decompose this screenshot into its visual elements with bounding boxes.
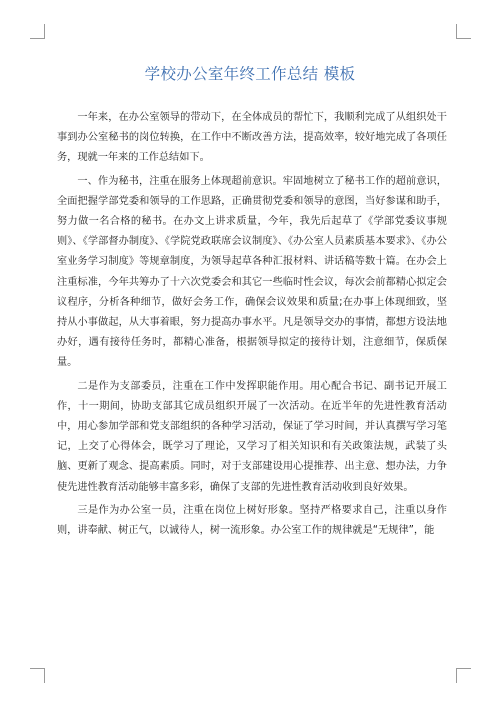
crop-mark-top-right [456, 24, 471, 39]
paragraph-secretary: 一、作为秘书，注重在服务上体现超前意识。牢固地树立了秘书工作的超前意识，全面把握学部党委和领导的工作思路，正确贯彻党委和领导的意图，当好参谋和助手，努力做一名合格的秘书。在办文上讲求质量，今年，我先后起草了《学部党委议事规则》、《学部督办制度》、《学院党政联席会议制度》、《办公室人员素质基本要求》、《办公室业务学习制度》等规章制度，为领导起草各种汇报材料、讲话稿等数十篇。在办会上注重标准，今年共筹办了十六次党委会和其它一些临时性会议，每次会前都精心拟定会议程序，分析各种细节，做好会务工作，确保会议效果和质量;在办事上体现细致，坚持从小事做起，从大事着眼，努力提高办事水平。凡是领导交办的事情，都想方设法地办好，遇有接待任务时，都精心准备，根据领导拟定的接待计划，注意细节，保质保量。 [57, 175, 447, 369]
paragraph-intro: 一年来，在办公室领导的带动下，在全体成员的帮忙下，我顺利完成了从组织处干事到办公室秘书的岗位转换，在工作中不断改善方法，提高效率，较好地完成了各项任务，现就一年来的工作总结如下。 [57, 112, 447, 164]
paragraph-office-member: 三是作为办公室一员，注重在岗位上树好形象。坚持严格要求自己，注重以身作则，讲奉献、树正气，以诚待人，树一流形象。办公室工作的规律就是“无规律”，能 [57, 504, 447, 537]
document-body [57, 108, 447, 544]
crop-mark-bottom-right [456, 668, 471, 683]
crop-mark-top-left [30, 24, 45, 39]
paragraph-branch-committee: 二是作为支部委员，注重在工作中发挥职能作用。用心配合书记、副书记开展工作，十一期间，协助支部其它成员组织开展了一次活动。在近半年的先进性教育活动中，用心参加学部和党支部组织的各种学习活动，保证了学习时间，并认真撰写学习笔记，上交了心得体会，既学习了理论，又学习了相关知识和有关政策法规，武装了头脑、更新了观念、提高素质。同时，对于支部建设用心提推荐、出主意、想办法，力争使先进性教育活动能够丰富多彩，确保了支部的先进性教育活动收到良好效果。 [57, 380, 447, 493]
crop-mark-bottom-left [30, 668, 45, 683]
document-title: 学校办公室年终工作总结 模板 [144, 65, 356, 83]
